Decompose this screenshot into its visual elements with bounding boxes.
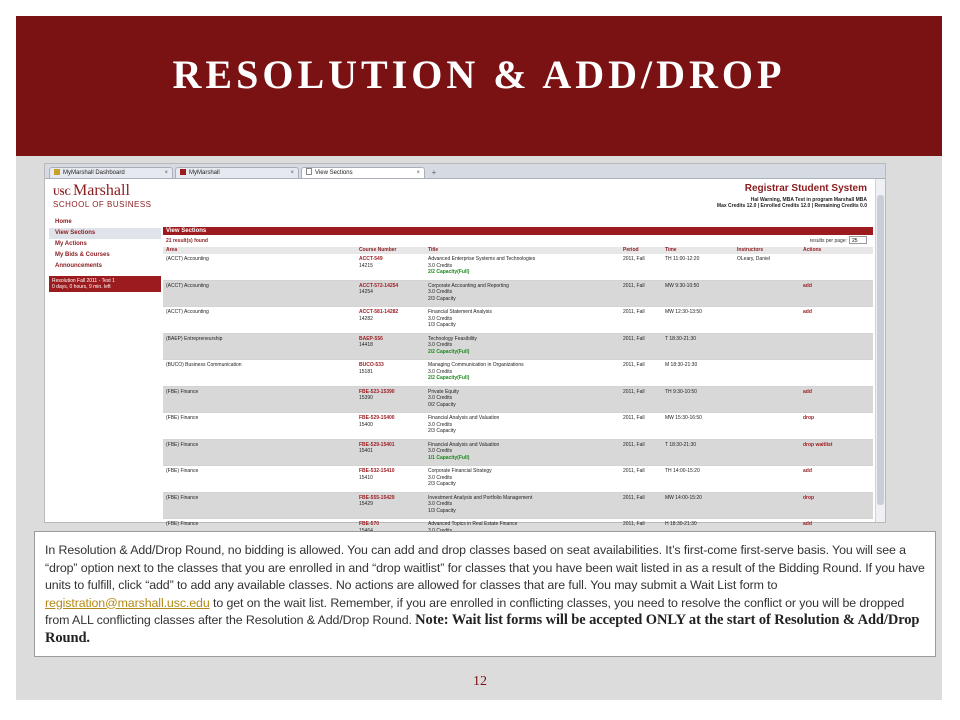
section-header: View Sections <box>163 227 873 235</box>
usc-marshall-logo[interactable] <box>53 183 152 210</box>
row-course <box>359 362 384 375</box>
row-time: TH 9:30-10:50 <box>665 388 697 395</box>
col-instructors[interactable]: Instructors <box>737 247 764 253</box>
close-tab-icon[interactable]: × <box>290 170 294 176</box>
row-area: (FBE) Finance <box>166 415 199 421</box>
student-info-line2: Max Credits 12.0 | Enrolled Credits 12.0 | Remaining Credits 0.0 <box>716 203 867 209</box>
row-period: 2011, Fall <box>623 335 645 342</box>
sidebar-nav <box>49 217 161 292</box>
course-code-link[interactable]: FBE-555-15429 <box>359 494 395 501</box>
row-period: 2011, Fall <box>623 388 645 395</box>
course-code-link[interactable]: ACCT-581-14282 <box>359 309 399 315</box>
title-band <box>16 16 942 156</box>
sections-panel <box>163 227 873 546</box>
course-capacity: 2/2 Capacity(Full) <box>428 375 470 381</box>
row-action-link[interactable]: add <box>803 309 812 315</box>
scrollbar-thumb[interactable] <box>877 195 884 505</box>
row-period: 2011, Fall <box>623 256 645 262</box>
row-course <box>359 389 395 402</box>
row-time: MW 14:00-15:20 <box>665 494 702 501</box>
m-favicon-icon <box>180 169 186 175</box>
row-course <box>359 415 395 428</box>
new-tab-button[interactable]: + <box>431 168 437 177</box>
row-title <box>428 442 499 462</box>
col-area[interactable]: Area <box>166 247 178 253</box>
course-credits: 3.0 Credits <box>428 448 453 454</box>
table-row <box>163 466 873 493</box>
row-period: 2011, Fall <box>623 494 645 501</box>
course-capacity: 2/3 Capacity <box>428 295 456 302</box>
course-credits: 3.0 Credits <box>428 474 453 481</box>
course-capacity: 2/2 Capacity(Full) <box>428 348 470 355</box>
tab-label: MyMarshall <box>189 170 220 176</box>
course-capacity: 1/1 Capacity(Full) <box>428 454 470 461</box>
row-course <box>359 256 383 269</box>
row-title <box>428 309 492 329</box>
table-header <box>163 247 873 254</box>
course-section-number: 15181 <box>359 368 373 375</box>
note-text-1: In Resolution & Add/Drop Round, no bidding is allowed. You can add and drop classes based on seat availabilities. It’s first-come first-serve basis. You will see a “drop” option next to the classes that you are enrolled in and “drop waitlist” for classes that you have been wait listed in as a result of the Bidding Round. If you have units to fulfill, click “add” to add any available classes. No actions are allowed for classes that are full. You may submit a Wait List form to <box>45 543 925 592</box>
row-time: TH 11:00-12:20 <box>665 256 700 262</box>
course-title: Managing Communication in Organizations <box>428 362 524 368</box>
row-title <box>428 415 499 435</box>
course-title: Financial Analysis and Valuation <box>428 441 500 448</box>
table-row <box>163 307 873 334</box>
slide-title: RESOLUTION & ADD/DROP <box>172 51 786 97</box>
course-code-link[interactable]: ACCT-549 <box>359 256 383 262</box>
col-title[interactable]: Title <box>428 247 439 253</box>
table-row <box>163 281 873 308</box>
row-title <box>428 336 477 356</box>
course-code-link[interactable]: BUCO-533 <box>359 362 384 368</box>
sections-table-body <box>163 254 873 546</box>
row-time: M 18:30-21:30 <box>665 362 698 368</box>
course-credits: 3.0 Credits <box>428 421 453 428</box>
system-title: Registrar Student System <box>744 183 867 194</box>
table-row <box>163 254 873 281</box>
sidebar-item-announcements[interactable]: Announcements <box>55 263 103 269</box>
table-row <box>163 413 873 440</box>
row-course <box>359 336 383 349</box>
row-time: TH 14:00-15:20 <box>665 468 700 474</box>
vertical-scrollbar[interactable] <box>875 179 885 522</box>
logo-school: SCHOOL OF BUSINESS <box>53 200 152 209</box>
row-action-link[interactable]: drop <box>803 415 815 421</box>
course-capacity: 2/2 Capacity(Full) <box>428 269 470 275</box>
row-period: 2011, Fall <box>623 362 645 368</box>
course-section-number: 15390 <box>359 395 373 401</box>
course-code-link[interactable]: ACCT-572-14254 <box>359 282 399 289</box>
page-favicon-icon <box>306 168 312 175</box>
table-row <box>163 334 873 361</box>
row-action-link[interactable]: add <box>803 468 812 474</box>
course-title: Advanced Topics in Real Estate Finance <box>428 521 518 527</box>
course-code-link[interactable]: FBE-529-15401 <box>359 441 395 448</box>
course-capacity: 1/3 Capacity <box>428 507 456 514</box>
course-title: Corporate Financial Strategy <box>428 468 492 474</box>
course-credits: 3.0 Credits <box>428 289 453 295</box>
course-section-number: 15401 <box>359 448 373 454</box>
browser-screenshot <box>44 163 886 527</box>
course-credits: 3.0 Credits <box>428 395 453 401</box>
course-title: Private Equity <box>428 388 459 395</box>
row-area: (FBE) Finance <box>166 468 199 474</box>
course-code-link[interactable]: FBE-532-15410 <box>359 468 395 474</box>
logo-usc: USC <box>53 187 72 197</box>
row-action-link[interactable]: add <box>803 388 812 395</box>
row-action-link[interactable]: drop waitlist <box>803 441 833 448</box>
course-credits: 3.0 Credits <box>428 501 453 507</box>
row-period: 2011, Fall <box>623 521 645 527</box>
tab-label: MyMarshall Dashboard <box>63 170 125 176</box>
logo-marshall: Marshall <box>73 182 130 199</box>
row-time: H 18:30-21:30 <box>665 521 697 527</box>
course-section-number: 15410 <box>359 474 373 481</box>
student-info-line1: Hal Warning, MBA Test in program Marshall MBA <box>750 197 867 203</box>
course-capacity: 1/3 Capacity <box>428 322 456 328</box>
course-credits: 3.0 Credits <box>428 342 453 348</box>
course-title: Advanced Enterprise Systems and Technologies <box>428 256 536 262</box>
row-time: MW 9:30-10:50 <box>665 282 700 289</box>
row-action-link[interactable]: add <box>803 521 812 527</box>
course-credits: 3.0 Credits <box>428 368 453 375</box>
table-row <box>163 440 873 467</box>
row-course <box>359 309 398 322</box>
course-section-number: 14282 <box>359 315 373 322</box>
col-course-number[interactable]: Course Number <box>359 247 397 253</box>
row-area: (ACCT) Accounting <box>166 256 209 262</box>
course-credits: 3.0 Credits <box>428 315 453 322</box>
round-status-box <box>49 276 161 292</box>
col-actions: Actions <box>803 247 822 253</box>
row-period: 2011, Fall <box>623 415 645 421</box>
note-bold-text: Note: Wait list forms will be accepted ONLY at the start of Resolution & Add/Drop Round. <box>45 612 920 646</box>
round-name: Resolution Fall 2011 - Test 1 <box>52 278 115 284</box>
course-section-number: 15400 <box>359 421 373 428</box>
sidebar-item-my-actions[interactable]: My Actions <box>55 241 87 247</box>
slide-page-number: 12 <box>473 674 487 689</box>
course-credits: 3.0 Credits <box>428 262 453 269</box>
course-code-link[interactable]: FBE-529-15400 <box>359 415 395 421</box>
marshall-favicon-icon <box>54 169 60 175</box>
browser-tab-bar <box>45 164 885 179</box>
row-area: (BUCO) Business Communication <box>166 362 242 368</box>
row-action-link[interactable]: drop <box>803 494 815 501</box>
course-capacity: 2/3 Capacity <box>428 428 456 434</box>
explanation-textbox <box>34 531 936 657</box>
per-page-select[interactable]: 25 <box>849 236 867 244</box>
sidebar-item-home[interactable]: Home <box>55 219 72 225</box>
row-action-link[interactable]: add <box>803 282 812 289</box>
course-section-number: 14254 <box>359 289 373 295</box>
row-title <box>428 283 509 303</box>
course-title: Technology Feasibility <box>428 335 477 342</box>
row-course <box>359 468 395 481</box>
row-area: (ACCT) Accounting <box>166 309 209 315</box>
row-title <box>428 468 492 488</box>
course-title: Financial Analysis and Valuation <box>428 415 500 421</box>
row-area: (FBE) Finance <box>166 521 199 527</box>
row-course <box>359 495 395 508</box>
row-area: (FBE) Finance <box>166 441 199 448</box>
registrar-app <box>45 179 875 527</box>
note-text-2: to get on the wait list. Remember, if you are enrolled in conflicting classes, you need to resolve the conflict or you will be dropped from ALL conflicting classes after the Resolution & Add/Drop Round. <box>45 595 905 627</box>
col-time[interactable]: Time <box>665 247 677 253</box>
course-title: Corporate Accounting and Reporting <box>428 282 509 289</box>
row-area: (ACCT) Accounting <box>166 282 209 289</box>
row-title <box>428 256 535 276</box>
sidebar-item-my-bids-courses[interactable]: My Bids & Courses <box>55 252 110 258</box>
row-time: T 18:30-21:30 <box>665 441 697 448</box>
row-title <box>428 495 532 515</box>
row-period: 2011, Fall <box>623 282 645 289</box>
row-title <box>428 362 524 382</box>
sidebar-item-view-sections[interactable]: View Sections <box>49 228 161 239</box>
course-code-link[interactable]: BAEP-556 <box>359 335 383 342</box>
results-count: 21 result(s) found <box>166 238 208 244</box>
course-title: Investment Analysis and Portfolio Management <box>428 494 533 501</box>
row-area: (BAEP) Entrepreneurship <box>166 335 223 342</box>
course-title: Financial Statement Analysis <box>428 309 492 315</box>
table-row <box>163 493 873 520</box>
row-area: (FBE) Finance <box>166 494 199 501</box>
course-section-number: 14215 <box>359 262 373 269</box>
course-capacity: 2/3 Capacity <box>428 481 456 487</box>
round-time-left: 0 days, 0 hours, 9 min. left <box>52 284 111 290</box>
registration-email-link[interactable]: registration@marshall.usc.edu <box>45 595 210 610</box>
course-section-number: 15429 <box>359 501 373 507</box>
course-code-link[interactable]: FBE-570 <box>359 521 380 527</box>
results-toolbar <box>163 235 873 247</box>
tab-mymarshall-dashboard[interactable] <box>49 167 173 178</box>
course-capacity: 0/2 Capacity <box>428 401 456 408</box>
table-row <box>163 360 873 387</box>
row-course <box>359 283 398 296</box>
row-period: 2011, Fall <box>623 441 645 448</box>
row-time: T 18:30-21:30 <box>665 335 697 342</box>
col-period[interactable]: Period <box>623 247 639 253</box>
tab-label: View Sections <box>315 170 353 176</box>
row-time: MW 15:30-16:50 <box>665 415 702 421</box>
close-tab-icon[interactable]: × <box>416 170 420 176</box>
row-title <box>428 389 459 409</box>
row-course <box>359 442 395 455</box>
row-instructor: OLeary, Daniel <box>737 256 770 262</box>
tab-view-sections[interactable] <box>301 167 425 178</box>
table-row <box>163 387 873 414</box>
row-period: 2011, Fall <box>623 309 645 315</box>
close-tab-icon[interactable]: × <box>164 170 168 176</box>
tab-mymarshall[interactable] <box>175 167 299 178</box>
per-page-label: results per page: <box>809 238 847 244</box>
student-info <box>717 197 867 209</box>
row-area: (FBE) Finance <box>166 388 199 395</box>
row-period: 2011, Fall <box>623 468 645 474</box>
course-code-link[interactable]: FBE-523-15390 <box>359 388 395 395</box>
row-time: MW 12:30-13:50 <box>665 309 702 315</box>
course-section-number: 14418 <box>359 342 373 348</box>
